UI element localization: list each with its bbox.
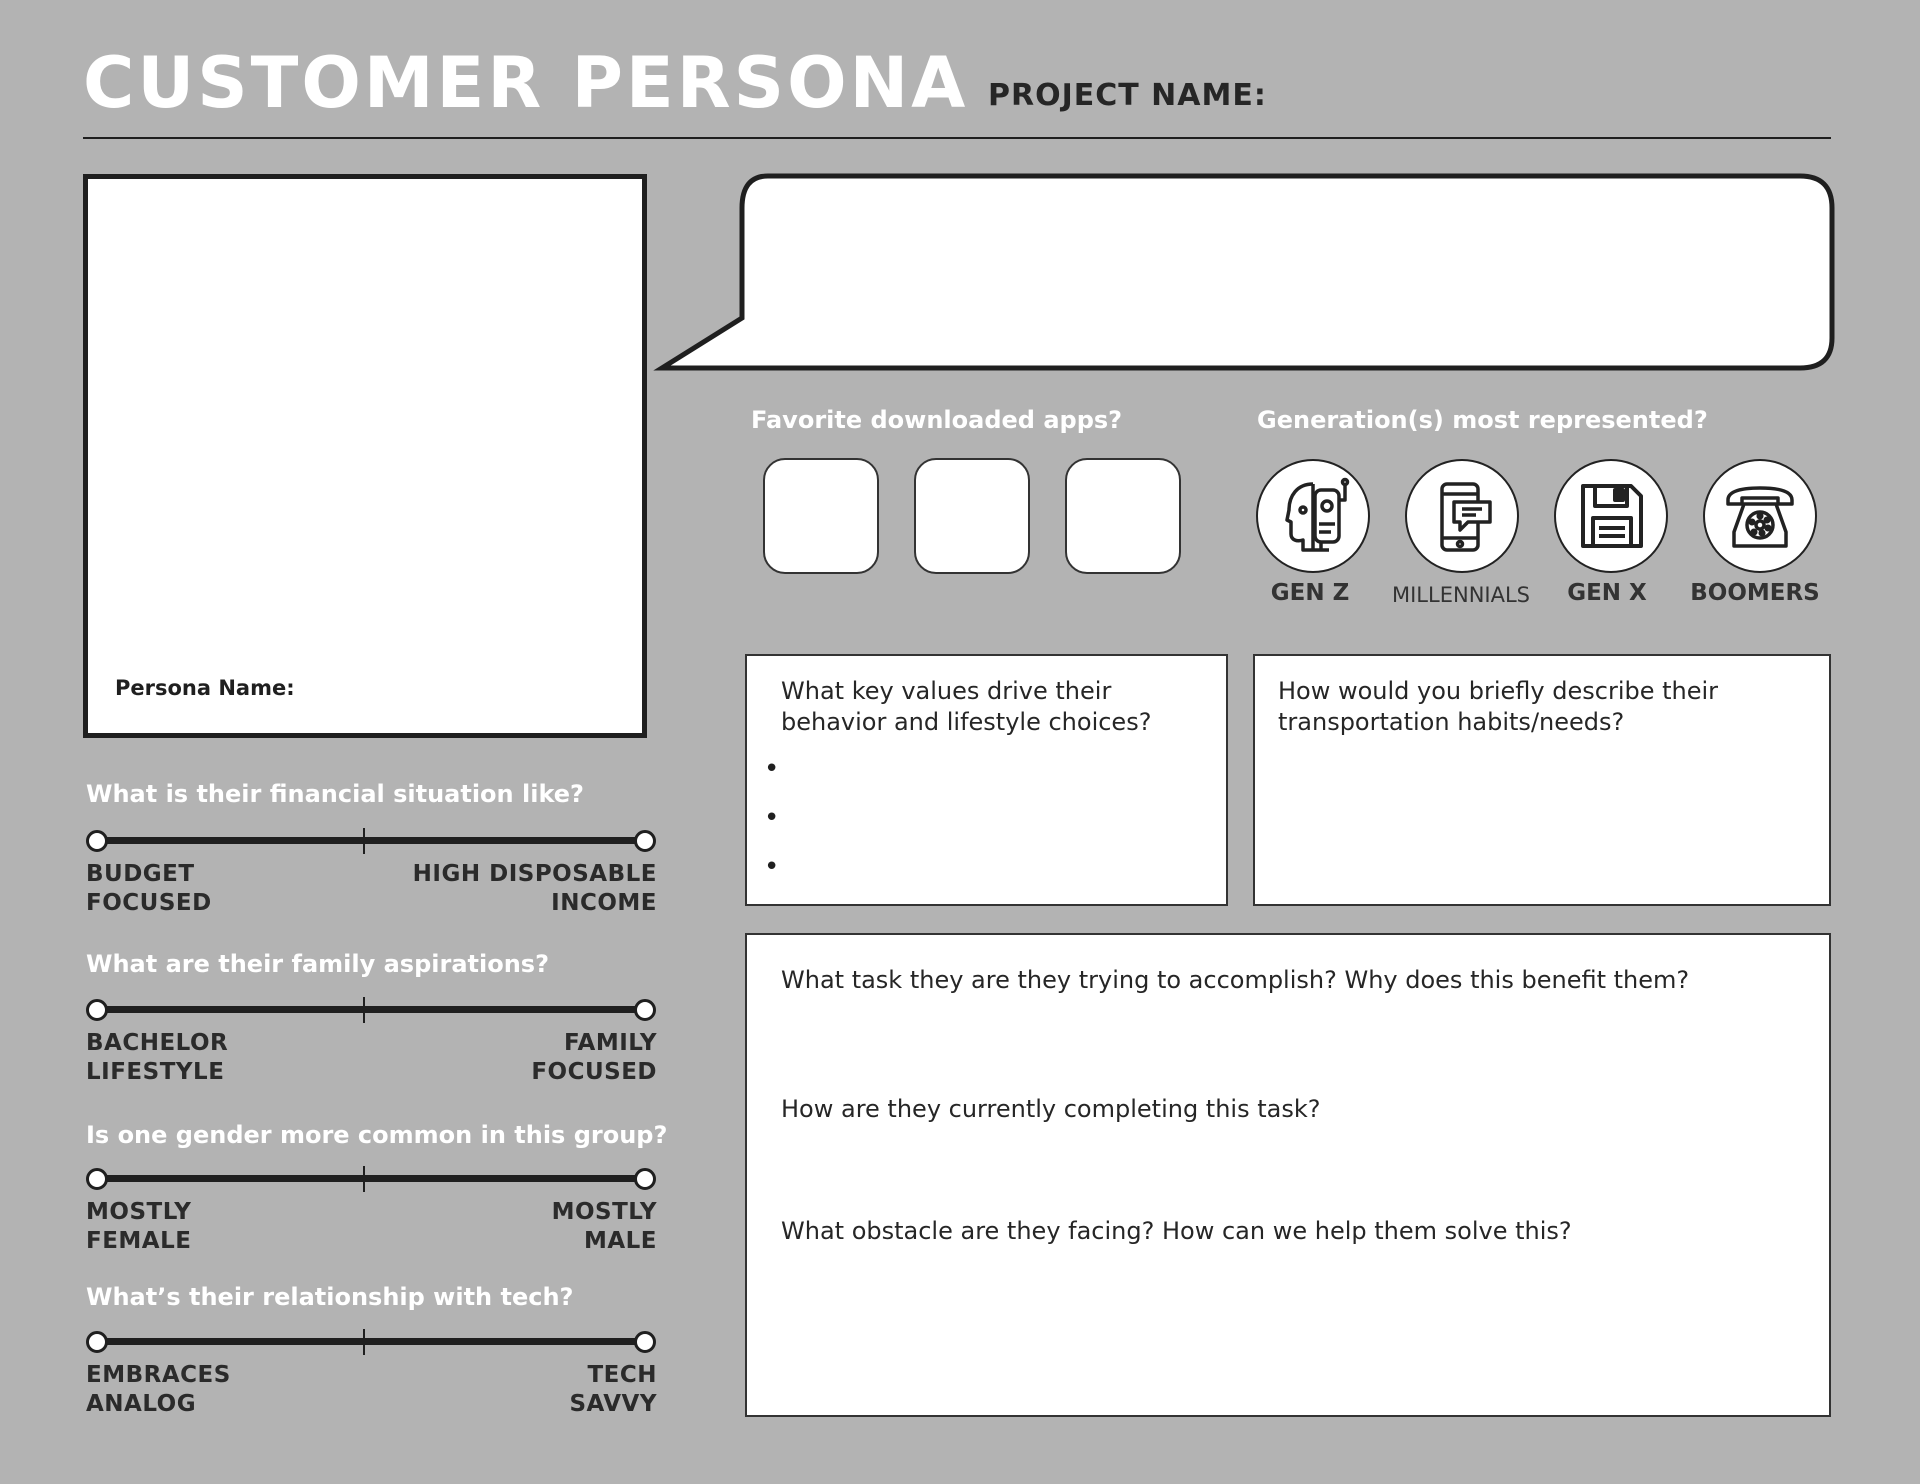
- gender-slider-track[interactable]: [97, 1175, 645, 1182]
- millennials-label: MILLENNIALS: [1392, 583, 1530, 607]
- gen-z-label: GEN Z: [1270, 580, 1350, 606]
- financial-slider-track[interactable]: [97, 837, 645, 844]
- financial-slider-right-handle[interactable]: [634, 830, 656, 852]
- tech-slider-right-handle[interactable]: [634, 1331, 656, 1353]
- values-question-line-1: What key values drive their: [781, 677, 1112, 705]
- family-question: What are their family aspirations?: [86, 950, 549, 978]
- gen-x-option[interactable]: [1554, 459, 1668, 573]
- tech-right-label: TECH SAVVY: [569, 1362, 657, 1417]
- task-question-3: What obstacle are they facing? How can we help them solve this?: [781, 1217, 1572, 1245]
- values-bullet-3: •: [764, 852, 780, 882]
- gender-slider-left-handle[interactable]: [86, 1168, 108, 1190]
- gender-slider-right-handle[interactable]: [634, 1168, 656, 1190]
- tech-left-label: EMBRACES ANALOG: [86, 1362, 231, 1417]
- generations-question: Generation(s) most represented?: [1257, 406, 1708, 434]
- smartphone-chat-icon: [1422, 476, 1502, 556]
- transport-question-line-2: transportation habits/needs?: [1278, 708, 1625, 736]
- apps-question: Favorite downloaded apps?: [751, 406, 1123, 434]
- rotary-phone-icon: [1720, 476, 1800, 556]
- family-slider-track[interactable]: [97, 1006, 645, 1013]
- family-slider-midpoint: [363, 997, 365, 1023]
- millennials-option[interactable]: [1405, 459, 1519, 573]
- project-name-label: PROJECT NAME:: [988, 78, 1267, 113]
- family-left-label: BACHELOR LIFESTYLE: [86, 1030, 229, 1085]
- gender-right-label: MOSTLY MALE: [551, 1199, 657, 1254]
- boomers-option[interactable]: [1703, 459, 1817, 573]
- family-slider-right-handle[interactable]: [634, 999, 656, 1021]
- gen-x-label: GEN X: [1567, 580, 1647, 606]
- tech-question: What’s their relationship with tech?: [86, 1283, 574, 1311]
- tech-slider-left-handle[interactable]: [86, 1331, 108, 1353]
- gender-slider-midpoint: [363, 1166, 365, 1192]
- family-slider-left-handle[interactable]: [86, 999, 108, 1021]
- financial-slider-left-handle[interactable]: [86, 830, 108, 852]
- task-question-2: How are they currently completing this task?: [781, 1095, 1321, 1123]
- task-box[interactable]: [745, 933, 1831, 1417]
- family-right-label: FAMILY FOCUSED: [531, 1030, 657, 1085]
- app-slot-1[interactable]: [763, 458, 879, 574]
- quote-speech-bubble[interactable]: [0, 0, 1920, 400]
- robot-face-icon: [1273, 476, 1353, 556]
- tech-slider-midpoint: [363, 1329, 365, 1355]
- financial-right-label: HIGH DISPOSABLE INCOME: [412, 861, 657, 916]
- floppy-disk-icon: [1571, 476, 1651, 556]
- values-question-line-2: behavior and lifestyle choices?: [781, 708, 1152, 736]
- task-question-1: What task they are they trying to accomplish? Why does this benefit them?: [781, 966, 1690, 994]
- tech-slider-track[interactable]: [97, 1338, 645, 1345]
- app-slot-3[interactable]: [1065, 458, 1181, 574]
- financial-slider-midpoint: [363, 828, 365, 854]
- boomers-label: BOOMERS: [1690, 580, 1820, 606]
- persona-name-label: Persona Name:: [115, 676, 295, 700]
- values-bullet-1: •: [764, 754, 780, 784]
- financial-left-label: BUDGET FOCUSED: [86, 861, 212, 916]
- values-bullet-2: •: [764, 803, 780, 833]
- financial-question: What is their financial situation like?: [86, 780, 584, 808]
- app-slot-2[interactable]: [914, 458, 1030, 574]
- gen-z-option[interactable]: [1256, 459, 1370, 573]
- page-title: CUSTOMER PERSONA: [83, 42, 969, 124]
- transport-question-line-1: How would you briefly describe their: [1278, 677, 1719, 705]
- gender-left-label: MOSTLY FEMALE: [86, 1199, 192, 1254]
- gender-question: Is one gender more common in this group?: [86, 1121, 668, 1149]
